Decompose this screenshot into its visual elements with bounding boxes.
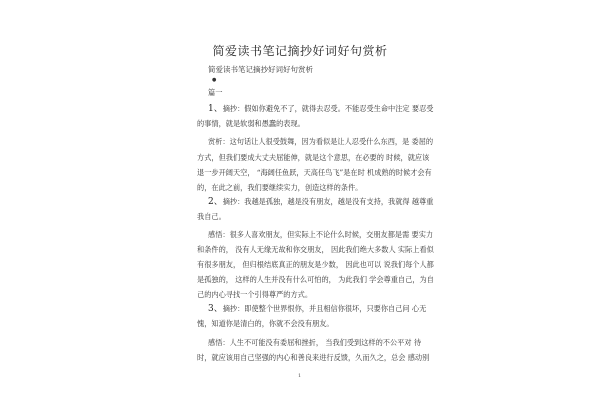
- paragraph-line: [208, 137, 433, 146]
- paragraph-line: [197, 245, 434, 254]
- line-text: 是孤独的， 这样的人生并没有什么可怕的， 为此我们 学会尊重自己，为自: [197, 275, 434, 284]
- line-text: 时，就应该用自己坚强的内心和善良来进行反馈，久而久之，总会 感动别: [197, 353, 430, 362]
- paragraph-line: [197, 260, 434, 269]
- item-number: 1、: [208, 104, 223, 114]
- item-number: 2、: [208, 197, 223, 207]
- paragraph-line: [197, 168, 432, 177]
- line-text: 的事情，就是软弱和愚蠢的表现。: [197, 119, 305, 128]
- line-text: 己的内心寻找一个引得尊严的方式。: [197, 290, 313, 299]
- item-number: 3、: [208, 304, 223, 314]
- paragraph-line: [197, 319, 334, 328]
- paragraph-line: [208, 304, 426, 314]
- paragraph-line: [208, 338, 421, 347]
- line-text: 有很多朋友， 但归根结底真正的朋友是少数， 因此也可以 说我们每个人都: [197, 260, 434, 269]
- line-text: 退一步开阔天空， “海阔任鱼跃，天高任鸟飞”是在时 机成熟的时候才会有: [197, 168, 432, 177]
- line-text: 我自己。: [197, 212, 226, 221]
- paragraph-line: [197, 353, 429, 362]
- document-subtitle: 简爱读书笔记摘抄好词好句赏析: [208, 65, 313, 74]
- page-number: 1: [298, 373, 302, 379]
- paragraph-line: [208, 197, 433, 207]
- line-text: 方式，但我们要成大丈夫屈能伸，就是这个意思，在必要的 时候，就应该: [197, 153, 430, 162]
- paragraph-line: [208, 104, 433, 114]
- paragraph-line: [208, 230, 433, 239]
- line-text: 摘抄：即使整个世界恨你，并且相信你很坏，只要你自己问 心无: [222, 304, 427, 313]
- paragraph-line: [197, 183, 362, 192]
- paragraph-line: [197, 290, 312, 299]
- line-text: 感悟：人生不可能没有委屈和挫折， 当我们受到这样的不公平对 待: [208, 338, 422, 347]
- paragraph-line: [197, 275, 434, 284]
- bullet-icon: ●: [212, 77, 217, 83]
- line-text: 的，在此之前，我们要继续实力，创造这样的条件。: [197, 183, 363, 192]
- section-heading: 篇一: [208, 88, 223, 97]
- line-text: 摘抄：假如你避免不了，就得去忍受。不能忍受生命中注定 要忍受: [222, 104, 434, 113]
- line-text: 愧，知道你是清白的，你就不会没有朋友。: [197, 319, 334, 328]
- line-text: 赏析：这句话让人很受鼓舞，因为看似是让人忍受什么东西，是 委屈的: [208, 137, 434, 146]
- paragraph-line: [197, 212, 226, 221]
- line-text: 感悟：很多人喜欢朋友，但实际上不论什么时候，交朋友都是需 要实力: [208, 230, 434, 239]
- line-text: 摘抄：我越是孤独，越是没有朋友，越是没有支持，我就得 越尊重: [222, 197, 434, 206]
- page-title: 简爱读书笔记摘抄好词好句赏析: [212, 44, 388, 58]
- paragraph-line: [197, 119, 305, 128]
- line-text: 和条件的， 没有人无缘无故和你交朋友， 因此我们绝大多数人 实际上看似: [197, 245, 434, 254]
- paragraph-line: [197, 153, 429, 162]
